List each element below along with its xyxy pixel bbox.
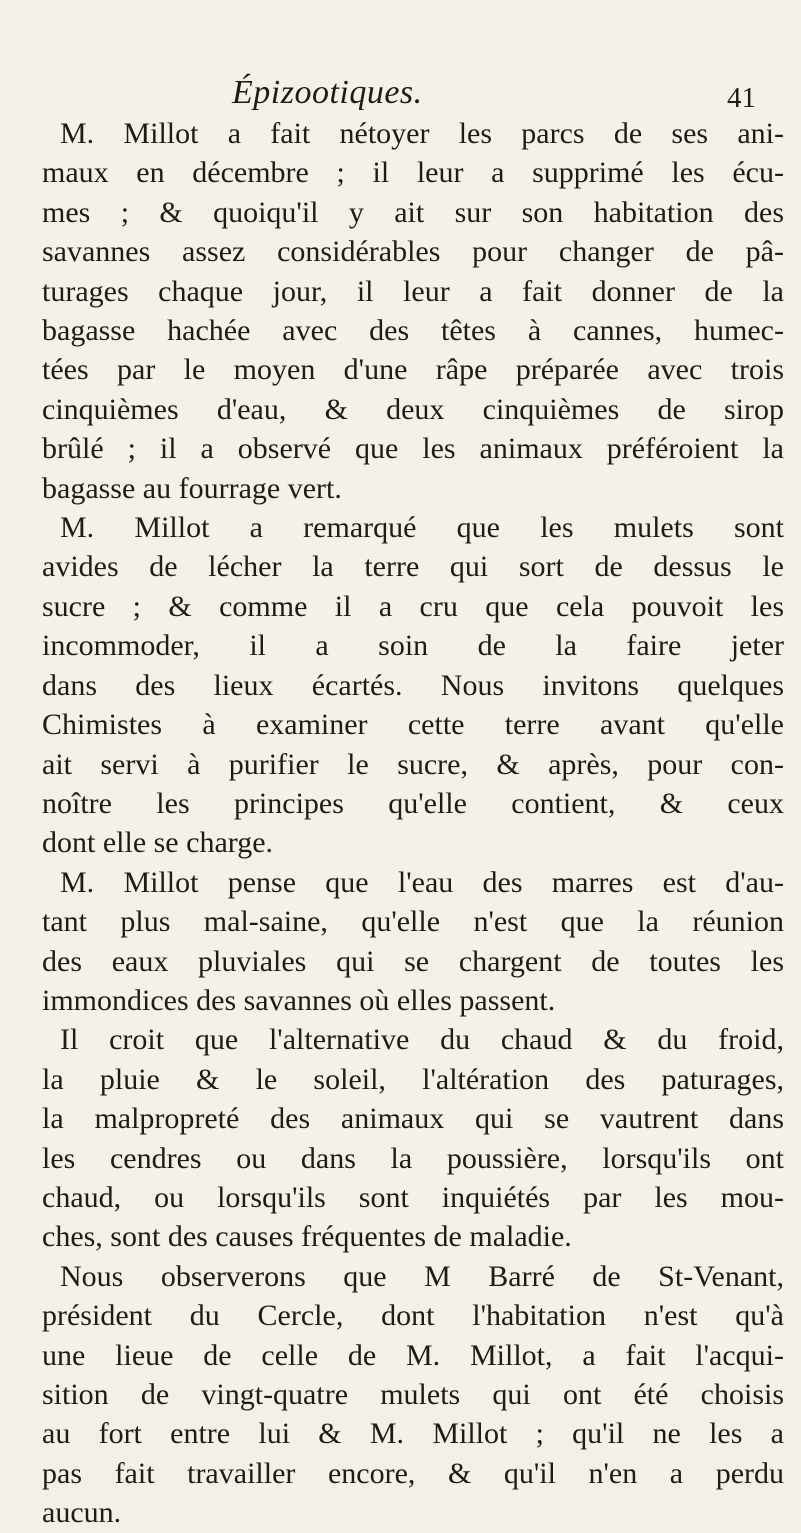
- text-line: des eaux pluviales qui se chargent de toutes les: [42, 944, 784, 978]
- text-line: les cendres ou dans la poussière, lorsqu'ils ont: [42, 1141, 784, 1175]
- text-line: sucre ; & comme il a cru que cela pouvoit les: [42, 589, 784, 623]
- text-line: ait servi à purifier le sucre, & après, pour con-: [42, 747, 784, 781]
- text-line: tant plus mal-saine, qu'elle n'est que la réunion: [42, 905, 784, 939]
- text-line: aucun.: [42, 1496, 122, 1530]
- running-title: Épizootiques.: [232, 74, 423, 111]
- text-line: Chimistes à examiner cette terre avant qu'elle: [42, 708, 784, 742]
- text-line: Nous observerons que M Barré de St-Venant,: [60, 1259, 784, 1293]
- text-line: la malpropreté des animaux qui se vautrent dans: [42, 1102, 784, 1136]
- text-line: noître les principes qu'elle contient, & ceux: [42, 786, 784, 820]
- page-number: 41: [727, 82, 756, 114]
- text-line: dans des lieux écartés. Nous invitons quelques: [42, 668, 784, 702]
- text-line: M. Millot a remarqué que les mulets sont: [60, 511, 784, 545]
- text-line: au fort entre lui & M. Millot ; qu'il ne les a: [42, 1417, 784, 1451]
- text-line: sition de vingt-quatre mulets qui ont été choisis: [42, 1378, 784, 1411]
- text-line: immondices des savannes où elles passent.: [42, 983, 556, 1017]
- text-line: bagasse au fourrage vert.: [42, 471, 342, 505]
- paragraph: [42, 508, 784, 863]
- body-text: [42, 114, 784, 1533]
- text-line: turages chaque jour, il leur a fait donner de la: [42, 274, 784, 308]
- text-line: avides de lécher la terre qui sort de dessus le: [42, 550, 784, 584]
- text-line: bagasse hachée avec des têtes à cannes, humec-: [42, 314, 784, 348]
- text-line: ches, sont des causes fréquentes de maladie.: [42, 1220, 572, 1254]
- text-line: maux en décembre ; il leur a supprimé les écu-: [42, 156, 784, 190]
- text-line: tées par le moyen d'une râpe préparée avec trois: [42, 353, 784, 387]
- text-line: Il croit que l'alternative du chaud & du froid,: [60, 1023, 784, 1057]
- text-line: brûlé ; il a observé que les animaux préféroient la: [42, 432, 784, 466]
- text-line: mes ; & quoiqu'il y ait sur son habitation des: [42, 195, 784, 229]
- paragraph: [42, 863, 784, 1021]
- text-line: savannes assez considérables pour changer de pâ-: [42, 235, 784, 269]
- paragraph: [42, 1257, 784, 1533]
- text-line: incommoder, il a soin de la faire jeter: [42, 629, 784, 663]
- text-line: M. Millot pense que l'eau des marres est d'au-: [60, 865, 784, 899]
- page-header: [0, 70, 801, 118]
- text-line: cinquièmes d'eau, & deux cinquièmes de sirop: [42, 392, 784, 426]
- text-line: la pluie & le soleil, l'altération des paturages,: [42, 1062, 784, 1096]
- text-line: chaud, ou lorsqu'ils sont inquiétés par les mou-: [42, 1180, 784, 1214]
- text-line: une lieue de celle de M. Millot, a fait l'acqui-: [42, 1338, 784, 1372]
- text-line: dont elle se charge.: [42, 826, 274, 860]
- text-line: pas fait travailler encore, & qu'il n'en a perdu: [42, 1456, 784, 1490]
- text-line: M. Millot a fait nétoyer les parcs de ses ani-: [60, 117, 784, 150]
- text-line: président du Cercle, dont l'habitation n'est qu'à: [42, 1299, 784, 1333]
- paragraph: [42, 114, 784, 508]
- paragraph: [42, 1020, 784, 1256]
